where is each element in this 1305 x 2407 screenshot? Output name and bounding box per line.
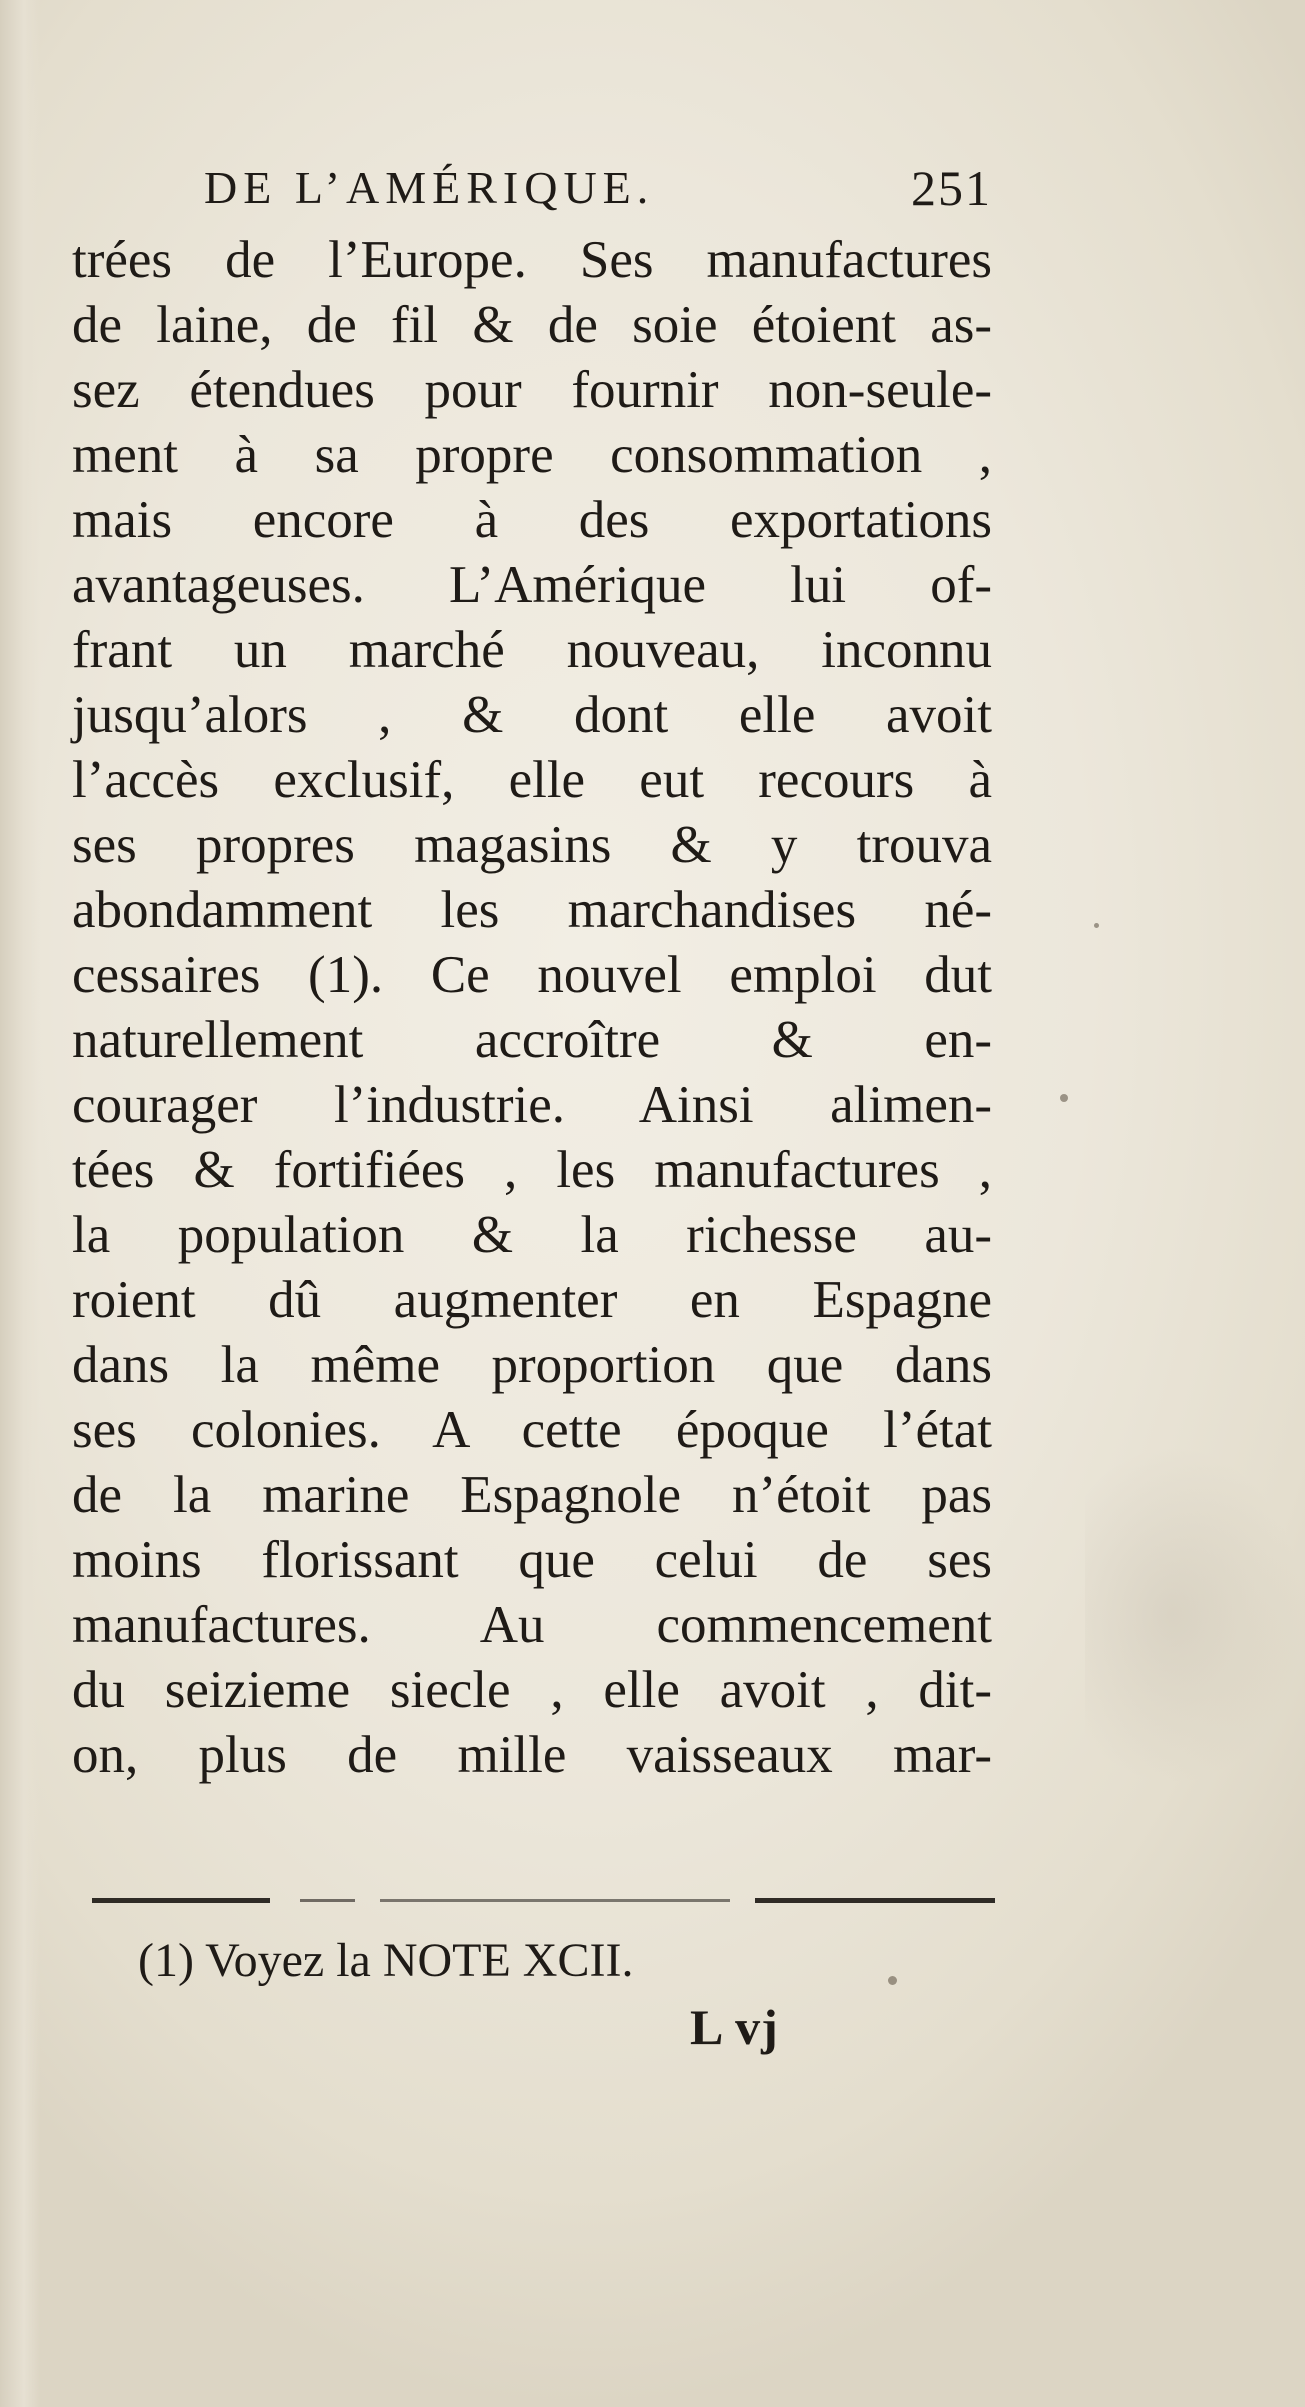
ink-fleck	[1094, 923, 1099, 928]
signature-mark: L vj	[690, 1999, 779, 2055]
text-line: abondamment les marchandises né-	[72, 881, 992, 939]
footnote-rule	[380, 1899, 730, 1902]
text-line: courager l’industrie. Ainsi alimen-	[72, 1076, 992, 1134]
text-line: du seizieme siecle , elle avoit , dit-	[72, 1661, 992, 1719]
body-text	[72, 228, 992, 1788]
text-line: avantageuses. L’Amérique lui of-	[72, 556, 992, 614]
text-line: ses propres magasins & y trouva	[72, 816, 992, 874]
text-line: frant un marché nouveau, inconnu	[72, 621, 992, 679]
text-line: jusqu’alors , & dont elle avoit	[72, 686, 992, 744]
ink-fleck	[888, 1976, 897, 1985]
text-line: sez étendues pour fournir non-seule-	[72, 361, 992, 419]
text-line: on, plus de mille vaisseaux mar-	[72, 1726, 992, 1784]
text-line: de la marine Espagnole n’étoit pas	[72, 1466, 992, 1524]
text-line: manufactures. Au commencement	[72, 1596, 992, 1654]
footnote: (1) Voyez la NOTE XCII.	[138, 1934, 634, 1987]
footnote-rule	[300, 1899, 355, 1902]
footnote-rule	[755, 1898, 995, 1903]
text-line: la population & la richesse au-	[72, 1206, 992, 1264]
show-through-bleed	[1085, 1445, 1305, 1785]
footnote-rule	[92, 1898, 270, 1903]
text-line: dans la même proportion que dans	[72, 1336, 992, 1394]
text-line: naturellement accroître & en-	[72, 1011, 992, 1069]
text-line: cessaires (1). Ce nouvel emploi dut	[72, 946, 992, 1004]
running-head-title: DE L’AMÉRIQUE.	[204, 162, 655, 213]
running-head	[72, 152, 992, 232]
text-line: ses colonies. A cette époque l’état	[72, 1401, 992, 1459]
text-line: roient dû augmenter en Espagne	[72, 1271, 992, 1329]
page-gutter-shadow	[0, 0, 40, 2407]
text-line: l’accès exclusif, elle eut recours à	[72, 751, 992, 809]
text-line: ment à sa propre consommation ,	[72, 426, 992, 484]
text-line: de laine, de fil & de soie étoient as-	[72, 296, 992, 354]
page-number: 251	[911, 160, 992, 216]
ink-fleck	[1060, 1094, 1068, 1102]
text-line: moins florissant que celui de ses	[72, 1531, 992, 1589]
text-line: tées & fortifiées , les manufactures ,	[72, 1141, 992, 1199]
text-line: trées de l’Europe. Ses manufactures	[72, 231, 992, 289]
text-line: mais encore à des exportations	[72, 491, 992, 549]
